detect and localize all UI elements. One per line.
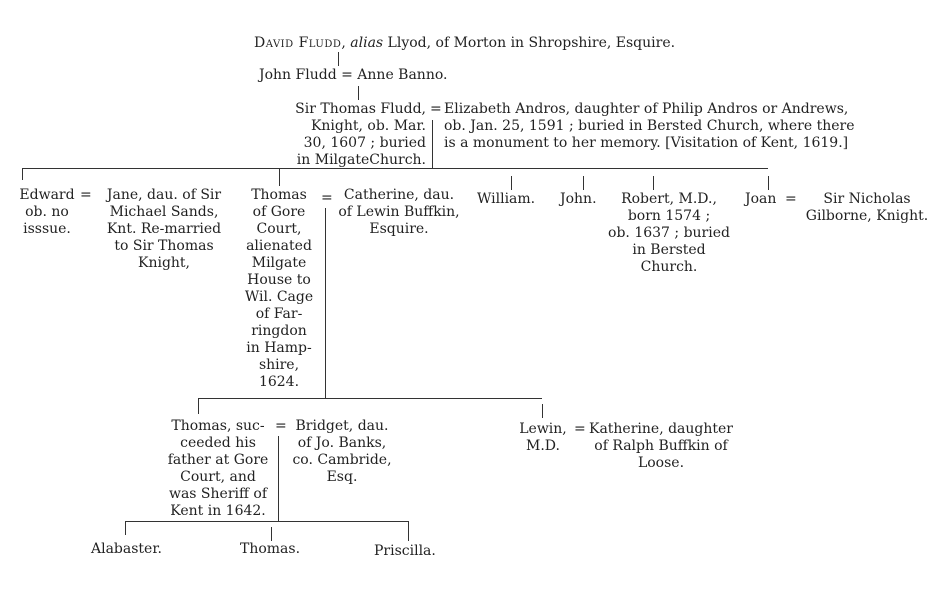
text-line: of Lewin Buffkin, [338, 204, 460, 220]
marriage-sign: = [275, 418, 287, 434]
text-line: to Sir Thomas [114, 238, 214, 254]
drop-line [511, 176, 512, 190]
text-line: Esquire. [369, 221, 429, 237]
text-line: Bridget, dau. [295, 418, 389, 434]
text-line: Court, and [180, 469, 256, 485]
drop-line [22, 168, 23, 180]
text-line: Lewin, [519, 421, 567, 437]
drop-line [125, 521, 126, 535]
text-line: ceeded his [180, 435, 256, 451]
catherine-buffkin [334, 187, 464, 238]
john-fludd: John Fludd [259, 67, 337, 83]
root-person: David Fludd, alias Llyod, of Morton in Shropshire, Esquire. [254, 35, 676, 51]
drop-line [653, 176, 654, 190]
root-description: Llyod, of Morton in Shropshire, Esquire. [383, 35, 676, 51]
thomas-great-grandchild: Thomas. [240, 541, 301, 557]
text-line: ringdon [251, 323, 307, 339]
text-line: of Jo. Banks, [297, 435, 387, 451]
joan: Joan [745, 191, 777, 207]
thomas-sheriff-of-kent [160, 418, 276, 520]
text-line: Thomas [251, 187, 307, 203]
priscilla: Priscilla. [374, 543, 436, 559]
text-line: 1624. [258, 374, 300, 390]
marriage-sign: = [430, 101, 442, 117]
text-line: M.D. [526, 438, 560, 454]
sir-nicholas-gilborne [795, 191, 939, 225]
text-line: Knight, ob. Mar. [310, 118, 426, 134]
text-line: Court, [256, 221, 302, 237]
text-line: Gilborne, Knight. [805, 208, 929, 224]
robert-md [596, 191, 742, 276]
great-grandchildren-line [125, 521, 408, 522]
drop-line [768, 176, 769, 190]
marriage-sign: = [321, 190, 333, 206]
text-line: ob. no [25, 204, 69, 220]
text-line: Esq. [326, 469, 358, 485]
drop-line [583, 176, 584, 190]
text-line: Loose. [637, 455, 685, 471]
text-line: in Hamp- [246, 340, 312, 356]
descent-line [358, 86, 359, 100]
text-line: Catherine, dau. [343, 187, 455, 203]
text-line: Wil. Cage [244, 289, 314, 305]
text-line: Sir Nicholas [823, 191, 911, 207]
text-line: co. Cambride, [292, 452, 392, 468]
text-line: born 1574 ; [627, 208, 711, 224]
marriage-line [325, 208, 326, 398]
children-line [22, 168, 768, 169]
text-line: alienated [246, 238, 312, 254]
text-line: Sir Thomas Fludd, [295, 101, 426, 117]
alabaster: Alabaster. [91, 541, 162, 557]
text-line: Robert, M.D., [621, 191, 717, 207]
text-line: Jane, dau. of Sir [106, 187, 222, 203]
text-line: Michael Sands, [109, 204, 219, 220]
marriage-line [432, 120, 433, 168]
john: John. [560, 191, 597, 207]
descent-line [338, 52, 339, 66]
text-line: ob. 1637 ; buried [608, 225, 730, 241]
anne-banno: Anne Banno. [357, 67, 448, 83]
text-line: Knt. Re-married [106, 221, 222, 237]
text-line: Knight, [137, 255, 190, 271]
text-line: Church. [640, 259, 698, 275]
marriage-sign: = [574, 421, 586, 437]
text-line: shire, [258, 357, 300, 373]
text-line: Katherine, daughter [588, 421, 733, 437]
text-line: is a monument to her memory. [Visitation of Kent, 1619.] [444, 135, 849, 151]
drop-line [279, 168, 280, 186]
text-line: Milgate [251, 255, 307, 271]
bridget-banks [285, 418, 399, 486]
drop-line [271, 527, 272, 541]
marriage-sign: = [80, 187, 92, 203]
text-line: of Ralph Buffkin of [594, 438, 728, 454]
text-line: Thomas, suc- [171, 418, 265, 434]
thomas-of-gore-court [238, 187, 320, 391]
marriage-sign: = [785, 191, 797, 207]
jane-sands [92, 187, 236, 272]
text-line: isssue. [23, 221, 71, 237]
text-line: in Bersted [632, 242, 706, 258]
gen2-couple [259, 67, 447, 84]
drop-line [198, 398, 199, 414]
lewin-md [514, 421, 572, 455]
katherine-buffkin [586, 421, 736, 472]
alias-word: alias [350, 35, 384, 51]
text-line: in MilgateChurch. [296, 152, 426, 168]
marriage-line [278, 436, 279, 521]
elizabeth-andros [444, 101, 855, 152]
drop-line [542, 404, 543, 418]
text-line: 30, 1607 ; buried [303, 135, 426, 151]
grandchildren-line [198, 398, 542, 399]
text-line: Elizabeth Andros, daughter of Philip Andros or Andrews, [444, 101, 849, 117]
text-line: House to [247, 272, 311, 288]
text-line: father at Gore [167, 452, 269, 468]
text-line: ob. Jan. 25, 1591 ; buried in Bersted Church, where there [444, 118, 855, 134]
text-line: was Sheriff of [168, 486, 268, 502]
root-name: David Fludd [254, 35, 342, 51]
text-line: Kent in 1642. [170, 503, 266, 519]
drop-line [408, 521, 409, 541]
marriage-sign: = [341, 67, 353, 83]
william: William. [477, 191, 536, 207]
sir-thomas-fludd [295, 101, 426, 169]
edward [14, 187, 80, 238]
text-line: of Gore [252, 204, 306, 220]
text-line: Edward [19, 187, 75, 203]
text-line: of Far- [255, 306, 303, 322]
